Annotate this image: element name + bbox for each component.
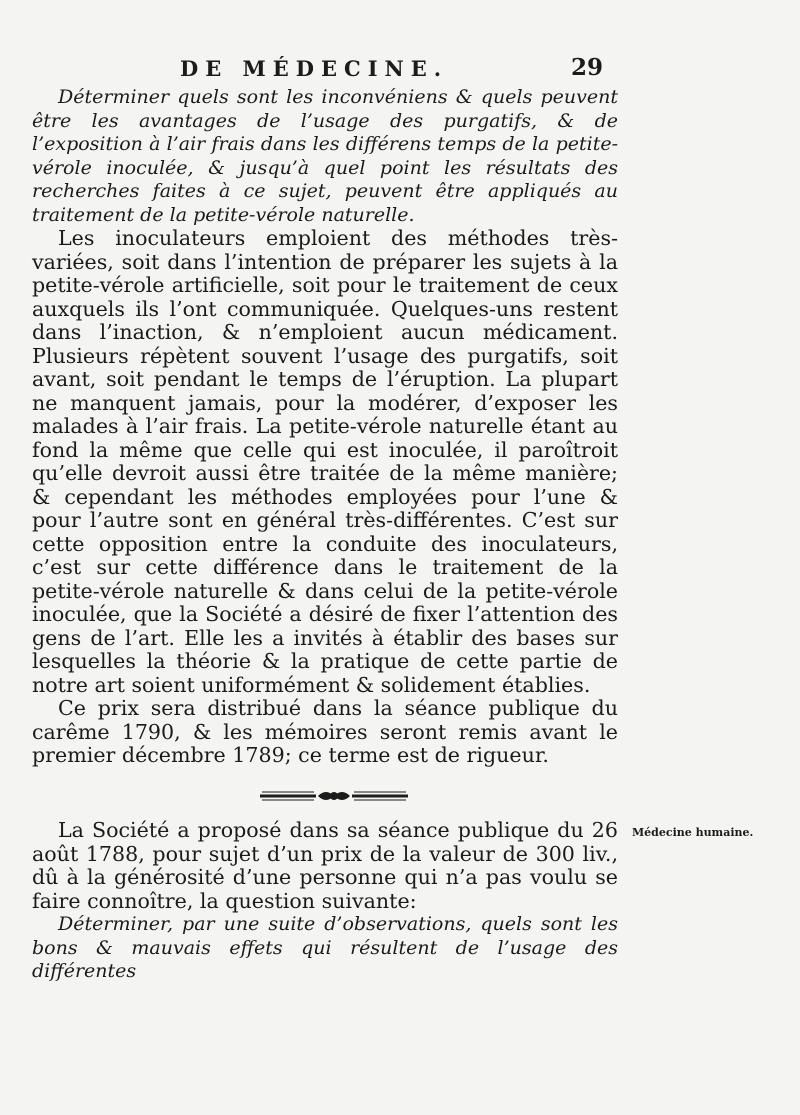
page-number: 29	[571, 54, 604, 81]
margin-note: Médecine humaine.	[632, 826, 754, 839]
running-title: DE MÉDECINE.	[180, 56, 449, 81]
paragraph-new-prize: La Société a proposé dans sa séance publique du 26 août 1788, pour sujet d’un prix de la valeur de 300 liv., dû à la générosité d’une personne qui n’a pas voulu se faire connoître, la question suivante:	[32, 818, 618, 913]
text-block-lower	[32, 819, 618, 984]
prize-question-2: Déterminer, par une suite d’observations, quels sont les bons & mauvais effets qui résultent de l’usage des différentes	[32, 913, 618, 982]
prize-question-1: Déterminer quels sont les inconvéniens & quels peuvent être les avantages de l’usage des purgatifs, & de l’exposition à l’air frais dans les différens temps de la petite-vérole inoculée, & jusqu’à quel point les résultats des recherches faites à ce sujet, peuvent être appliqués au traitement de la petite-vérole naturelle.	[32, 86, 618, 226]
text-block-upper	[32, 86, 618, 768]
paragraph-inoculators: Les inoculateurs emploient des méthodes très-variées, soit dans l’intention de préparer les sujets à la petite-vérole artificielle, soit pour le traitement de ceux auxquels ils l’ont communiquée. Quelques-uns restent dans l’inaction, & n’emploient aucun médicament. Plusieurs répètent souvent l’usage des purgatifs, soit avant, soit pendant le temps de l’éruption. La plupart ne manquent jamais, pour la modérer, d’exposer les malades à l’air frais. La petite-vérole naturelle étant au fond la même que celle qui est inoculée, il paroîtroit qu’elle devroit aussi être traitée de la même manière; & cependant les méthodes employées pour l’une & pour l’autre sont en général très-différentes. C’est sur cette opposition entre la conduite des inoculateurs, c’est sur cette différence dans le traitement de la petite-vérole naturelle & dans celui de la petite-vérole inoculée, que la Société a désiré de fixer l’attention des gens de l’art. Elle les a invités à établir des bases sur lesquelles la théorie & la pratique de cette partie de notre art soient uniformément & solidement établies.	[32, 226, 618, 697]
ornamental-divider	[258, 787, 410, 805]
running-head	[0, 52, 800, 86]
paragraph-prize-date: Ce prix sera distribué dans la séance publique du carême 1790, & les mémoires seront remis avant le premier décembre 1789; ce terme est de rigueur.	[32, 696, 618, 767]
